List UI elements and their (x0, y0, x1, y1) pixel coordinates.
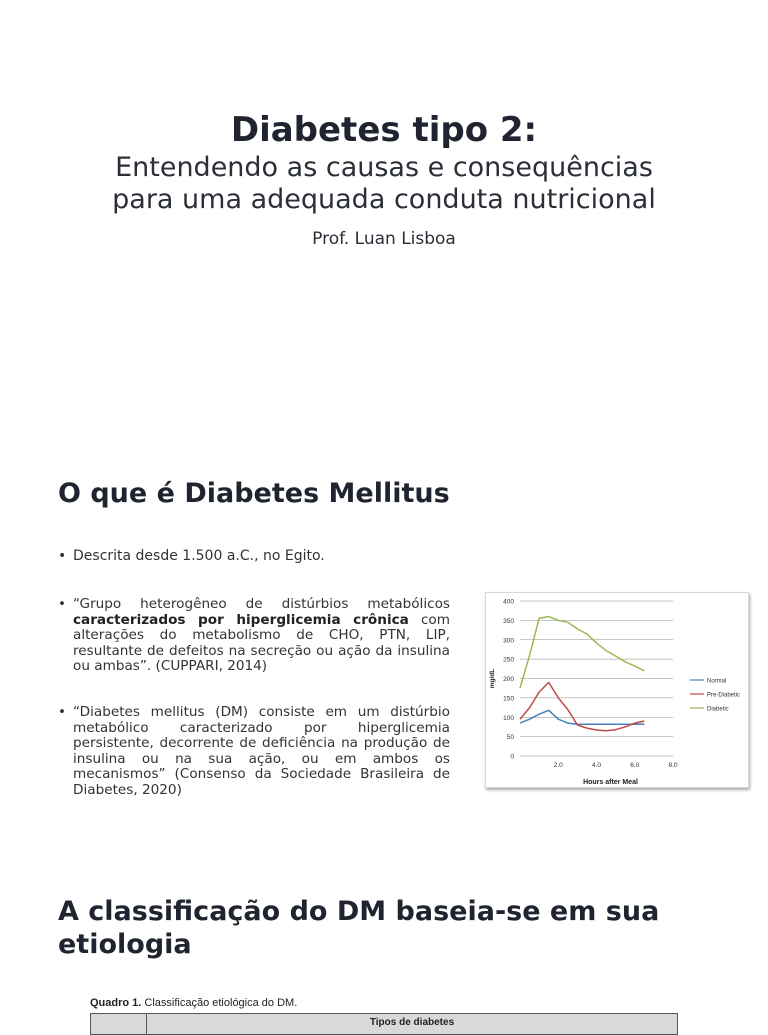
chart-legend-label: Pre-Diabetic (707, 692, 741, 699)
chart-y-tick-label: 150 (503, 695, 514, 703)
glucose-chart (485, 592, 749, 788)
bullet-text: Descrita desde 1.500 a.C., no Egito. (73, 548, 325, 564)
chart-y-tick-label: 100 (503, 714, 514, 722)
bullet-text-pre: “Grupo heterogêneo de distúrbios metabólicos (73, 596, 450, 612)
classification-table (90, 997, 678, 1035)
table-header-cell: Tipos de diabetes (369, 1017, 455, 1028)
table-header-row (90, 1013, 678, 1035)
list-item (58, 549, 450, 565)
bullet-text: “Diabetes mellitus (DM) consiste em um distúrbio metabólico caracterizado por hiperglicemia persistente, decorrente de deficiência na produção de insulina ou na sua ação, ou em ambos os mecanismos” (Consenso da Sociedade Brasileira de Diabetes, 2020) (73, 704, 450, 798)
bullet-dot: • (58, 596, 67, 612)
chart-legend-label: Normal (707, 678, 727, 685)
title-slide (0, 0, 768, 430)
presentation-subtitle (0, 152, 768, 216)
chart-x-tick-label: 8.0 (668, 762, 678, 769)
chart-y-axis-label: mg/dL (489, 668, 496, 689)
chart-legend-label: Diabetic (707, 706, 729, 713)
list-item (58, 597, 450, 675)
chart-y-tick-label: 350 (503, 617, 514, 625)
slide-heading-classification: A classificação do DM baseia-se em sua etiologia (58, 896, 660, 960)
subtitle-line-2: para uma adequada conduta nutricional (112, 184, 656, 215)
glucose-chart-svg (486, 593, 748, 787)
chart-series-line-diabetic (520, 617, 644, 689)
bullet-sbd-definition (58, 705, 450, 798)
chart-x-tick-label: 6.0 (630, 762, 640, 769)
bullet-text-post: com alterações do metabolismo de CHO, PTN, LIP, resultante de defeitos na secreção ou ação da insulina ou ambas”. (CUPPARI, 2014) (73, 611, 450, 674)
chart-y-tick-label: 50 (506, 734, 514, 742)
slide-heading-what-is-dm: O que é Diabetes Mellitus (58, 478, 450, 509)
table-caption-text: Classificação etiológica do DM. (141, 997, 298, 1009)
bullet-dot: • (58, 704, 67, 720)
chart-x-tick-label: 2.0 (553, 762, 563, 769)
presentation-title: Diabetes tipo 2: (230, 110, 538, 150)
chart-x-axis-label: Hours after Meal (583, 779, 638, 786)
list-item (58, 705, 450, 798)
chart-y-tick-label: 250 (503, 656, 514, 664)
subtitle-line-1: Entendendo as causas e consequências (115, 152, 653, 183)
chart-y-tick-label: 300 (503, 637, 514, 645)
table-caption (90, 997, 678, 1009)
chart-y-tick-label: 200 (503, 676, 514, 683)
presentation-author: Prof. Luan Lisboa (312, 229, 456, 249)
table-caption-label: Quadro 1. (90, 997, 142, 1009)
chart-y-tick-label: 400 (503, 598, 514, 606)
chart-y-tick-label: 0 (510, 753, 514, 761)
table-header-empty-cell (91, 1014, 147, 1034)
bullet-dot: • (58, 548, 67, 564)
bullet-cuppari-definition (58, 597, 450, 675)
bullet-history (58, 549, 450, 565)
chart-x-tick-label: 4.0 (591, 762, 602, 769)
bullet-text-bold: caracterizados por hiperglicemia crônica (73, 611, 409, 628)
